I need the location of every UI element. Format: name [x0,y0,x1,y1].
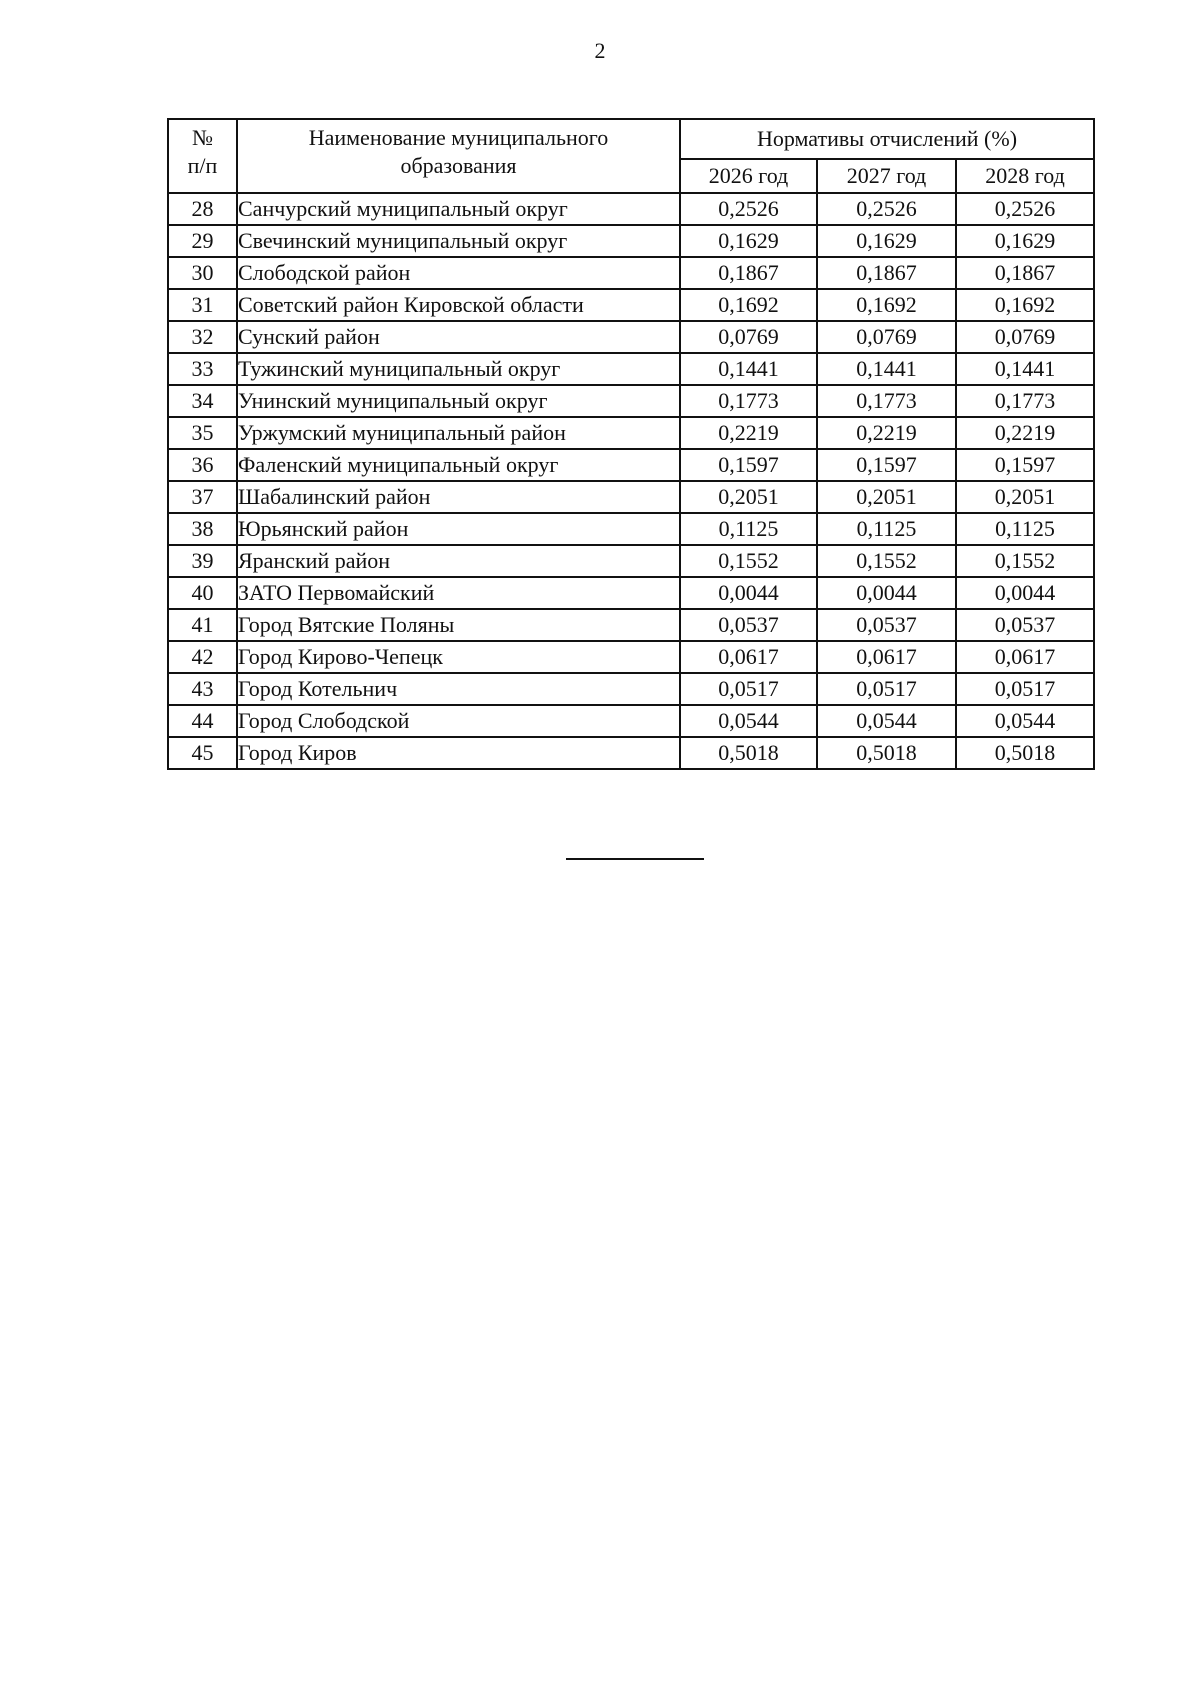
value-2028: 0,2051 [956,481,1094,513]
municipality-name: Город Вятские Поляны [237,609,680,641]
table-row [168,545,1094,577]
municipality-name: Уржумский муниципальный район [237,417,680,449]
value-2027: 0,0537 [817,609,956,641]
row-number: 42 [168,641,237,673]
value-2028: 0,1629 [956,225,1094,257]
municipality-name: Юрьянский район [237,513,680,545]
column-header-year-2028: 2028 год [956,159,1094,193]
municipality-name: Слободской район [237,257,680,289]
value-2027: 0,1692 [817,289,956,321]
value-2026: 0,0517 [680,673,817,705]
value-2027: 0,1773 [817,385,956,417]
municipality-name: ЗАТО Первомайский [237,577,680,609]
table-row [168,193,1094,225]
value-2028: 0,5018 [956,737,1094,769]
municipality-name: Советский район Кировской области [237,289,680,321]
row-number: 40 [168,577,237,609]
number-label-line2: п/п [187,153,218,178]
value-2026: 0,0544 [680,705,817,737]
row-number: 39 [168,545,237,577]
municipality-name: Свечинский муниципальный округ [237,225,680,257]
table-row [168,577,1094,609]
municipality-name: Унинский муниципальный округ [237,385,680,417]
value-2028: 0,1692 [956,289,1094,321]
value-2028: 0,2219 [956,417,1094,449]
value-2026: 0,1692 [680,289,817,321]
table-body [168,193,1094,769]
municipality-name: Город Котельнич [237,673,680,705]
value-2028: 0,1125 [956,513,1094,545]
value-2028: 0,1597 [956,449,1094,481]
table-row [168,353,1094,385]
value-2028: 0,0517 [956,673,1094,705]
value-2026: 0,2526 [680,193,817,225]
column-header-name [237,119,680,193]
value-2028: 0,0617 [956,641,1094,673]
value-2027: 0,0769 [817,321,956,353]
number-label-line1: № [192,125,213,150]
row-number: 43 [168,673,237,705]
table-row [168,257,1094,289]
value-2026: 0,2051 [680,481,817,513]
value-2026: 0,1441 [680,353,817,385]
table-row [168,673,1094,705]
row-number: 38 [168,513,237,545]
table-row [168,385,1094,417]
value-2026: 0,1773 [680,385,817,417]
value-2026: 0,0537 [680,609,817,641]
column-header-year-2027: 2027 год [817,159,956,193]
row-number: 32 [168,321,237,353]
value-2026: 0,0044 [680,577,817,609]
value-2026: 0,2219 [680,417,817,449]
value-2027: 0,0617 [817,641,956,673]
value-2028: 0,0769 [956,321,1094,353]
row-number: 29 [168,225,237,257]
row-number: 44 [168,705,237,737]
table-row [168,481,1094,513]
value-2028: 0,1552 [956,545,1094,577]
page-number: 2 [594,38,606,63]
value-2026: 0,1629 [680,225,817,257]
column-header-year-2026: 2026 год [680,159,817,193]
value-2026: 0,1597 [680,449,817,481]
value-2026: 0,1552 [680,545,817,577]
row-number: 36 [168,449,237,481]
value-2027: 0,1441 [817,353,956,385]
value-2028: 0,0537 [956,609,1094,641]
value-2027: 0,1597 [817,449,956,481]
municipality-name: Город Слободской [237,705,680,737]
table-row [168,321,1094,353]
row-number: 41 [168,609,237,641]
row-number: 31 [168,289,237,321]
table-row [168,417,1094,449]
table-row [168,609,1094,641]
value-2027: 0,0544 [817,705,956,737]
value-2027: 0,2526 [817,193,956,225]
municipality-name: Город Кирово-Чепецк [237,641,680,673]
value-2026: 0,0617 [680,641,817,673]
table-row [168,449,1094,481]
table-row [168,225,1094,257]
table-row [168,289,1094,321]
name-label-line1: Наименование муниципального [308,125,609,150]
value-2027: 0,0044 [817,577,956,609]
municipality-name: Тужинский муниципальный округ [237,353,680,385]
municipality-name: Город Киров [237,737,680,769]
end-of-document-rule [566,858,704,860]
municipality-name: Фаленский муниципальный округ [237,449,680,481]
row-number: 35 [168,417,237,449]
value-2028: 0,1867 [956,257,1094,289]
municipality-name: Сунский район [237,321,680,353]
municipality-name: Шабалинский район [237,481,680,513]
row-number: 33 [168,353,237,385]
value-2028: 0,0044 [956,577,1094,609]
row-number: 37 [168,481,237,513]
value-2028: 0,2526 [956,193,1094,225]
value-2027: 0,2219 [817,417,956,449]
value-2028: 0,1441 [956,353,1094,385]
deduction-norms-table [167,118,1095,770]
row-number: 30 [168,257,237,289]
value-2026: 0,0769 [680,321,817,353]
value-2027: 0,1125 [817,513,956,545]
table-header [168,119,1094,193]
row-number: 34 [168,385,237,417]
table-row [168,513,1094,545]
value-2027: 0,1552 [817,545,956,577]
row-number: 45 [168,737,237,769]
row-number: 28 [168,193,237,225]
table-row [168,705,1094,737]
table-row [168,737,1094,769]
value-2028: 0,0544 [956,705,1094,737]
value-2027: 0,1867 [817,257,956,289]
value-2027: 0,2051 [817,481,956,513]
column-header-number [168,119,237,193]
value-2028: 0,1773 [956,385,1094,417]
municipality-name: Санчурский муниципальный округ [237,193,680,225]
value-2027: 0,0517 [817,673,956,705]
value-2026: 0,1867 [680,257,817,289]
name-label-line2: образования [400,153,517,178]
column-group-header-norms: Нормативы отчислений (%) [680,119,1094,159]
value-2026: 0,1125 [680,513,817,545]
municipality-name: Яранский район [237,545,680,577]
value-2026: 0,5018 [680,737,817,769]
table-row [168,641,1094,673]
value-2027: 0,5018 [817,737,956,769]
value-2027: 0,1629 [817,225,956,257]
